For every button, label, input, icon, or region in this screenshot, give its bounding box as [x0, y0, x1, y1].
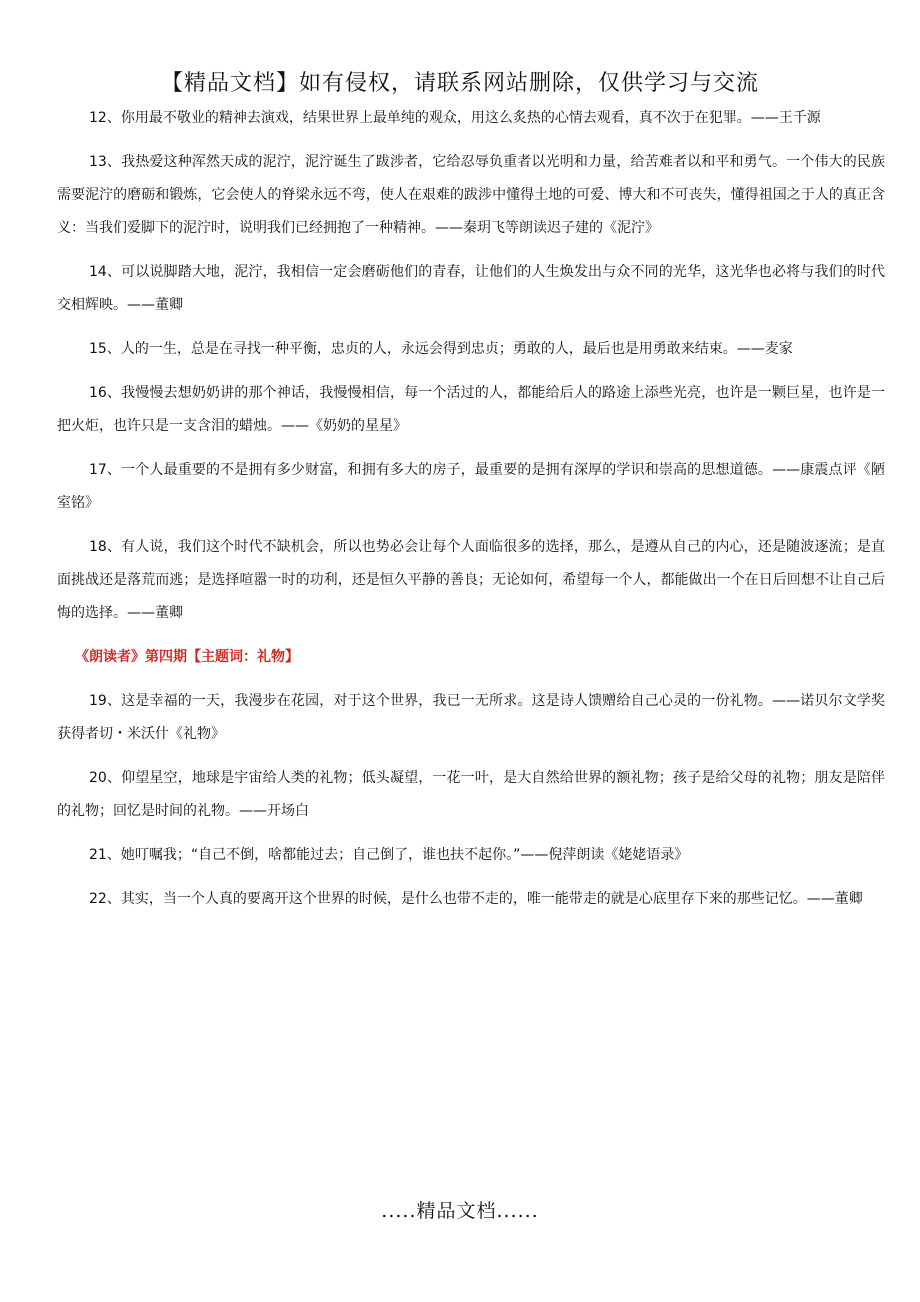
quote-paragraph-16: 16、我慢慢去想奶奶讲的那个神话，我慢慢相信，每一个活过的人，都能给后人的路途上添些光亮，也许是一颗巨星，也许是一把火炬，也许只是一支含泪的蜡烛。——《奶奶的星星》	[57, 385, 885, 434]
quote-paragraph-19: 19、这是幸福的一天，我漫步在花园，对于这个世界，我已一无所求。这是诗人馈赠给自己心灵的一份礼物。——诺贝尔文学奖获得者切・米沃什《礼物》	[57, 693, 885, 742]
quote-paragraph-12: 12、你用最不敬业的精神去演戏，结果世界上最单纯的观众，用这么炙热的心情去观看，真不次于在犯罪。——王千源	[89, 110, 821, 126]
quote-paragraph-20: 20、仰望星空，地球是宇宙给人类的礼物；低头凝望，一花一叶，是大自然给世界的额礼物；孩子是给父母的礼物；朋友是陪伴的礼物；回忆是时间的礼物。——开场白	[57, 770, 885, 819]
quote-paragraph-21: 21、她叮嘱我；“自己不倒，啥都能过去；自己倒了，谁也扶不起你。”——倪萍朗读《姥姥语录》	[89, 847, 689, 863]
quote-paragraph-18: 18、有人说，我们这个时代不缺机会，所以也势必会让每个人面临很多的选择，那么，是遵从自己的内心，还是随波逐流；是直面挑战还是落荒而逃；是选择喧嚣一时的功利，还是恒久平静的善良；无论如何，希望每一个人，都能做出一个在日后回想不让自己后悔的选择。——董卿	[57, 539, 885, 621]
document-body	[57, 102, 885, 927]
quote-paragraph-17: 17、一个人最重要的不是拥有多少财富，和拥有多大的房子，最重要的是拥有深厚的学识和崇高的思想道德。——康震点评《陋室铭》	[57, 462, 885, 511]
quote-paragraph-13: 13、我热爱这种浑然天成的泥泞，泥泞诞生了跋涉者，它给忍辱负重者以光明和力量，给苦难者以和平和勇气。一个伟大的民族需要泥泞的磨砺和锻炼，它会使人的脊梁永远不弯，使人在艰难的跋涉中懂得土地的可爱、博大和不可丧失，懂得祖国之于人的真正含义：当我们爱脚下的泥泞时，说明我们已经拥抱了一种精神。——秦玥飞等朗读迟子建的《泥泞》	[57, 154, 885, 236]
quote-paragraph-22: 22、其实，当一个人真的要离开这个世界的时候，是什么也带不走的，唯一能带走的就是心底里存下来的那些记忆。——董卿	[89, 891, 863, 907]
page-header-watermark: 【精品文档】如有侵权，请联系网站删除，仅供学习与交流	[160, 71, 759, 96]
page-footer-watermark: .....精品文档......	[381, 1200, 539, 1222]
quote-paragraph-15: 15、人的一生，总是在寻找一种平衡，忠贞的人，永远会得到忠贞；勇敢的人，最后也是用勇敢来结束。——麦家	[89, 341, 793, 357]
section-heading: 《朗读者》第四期【主题词：礼物】	[75, 649, 299, 665]
quote-paragraph-14: 14、可以说脚踏大地，泥泞，我相信一定会磨砺他们的青春，让他们的人生焕发出与众不同的光华，这光华也必将与我们的时代交相辉映。——董卿	[57, 264, 885, 313]
